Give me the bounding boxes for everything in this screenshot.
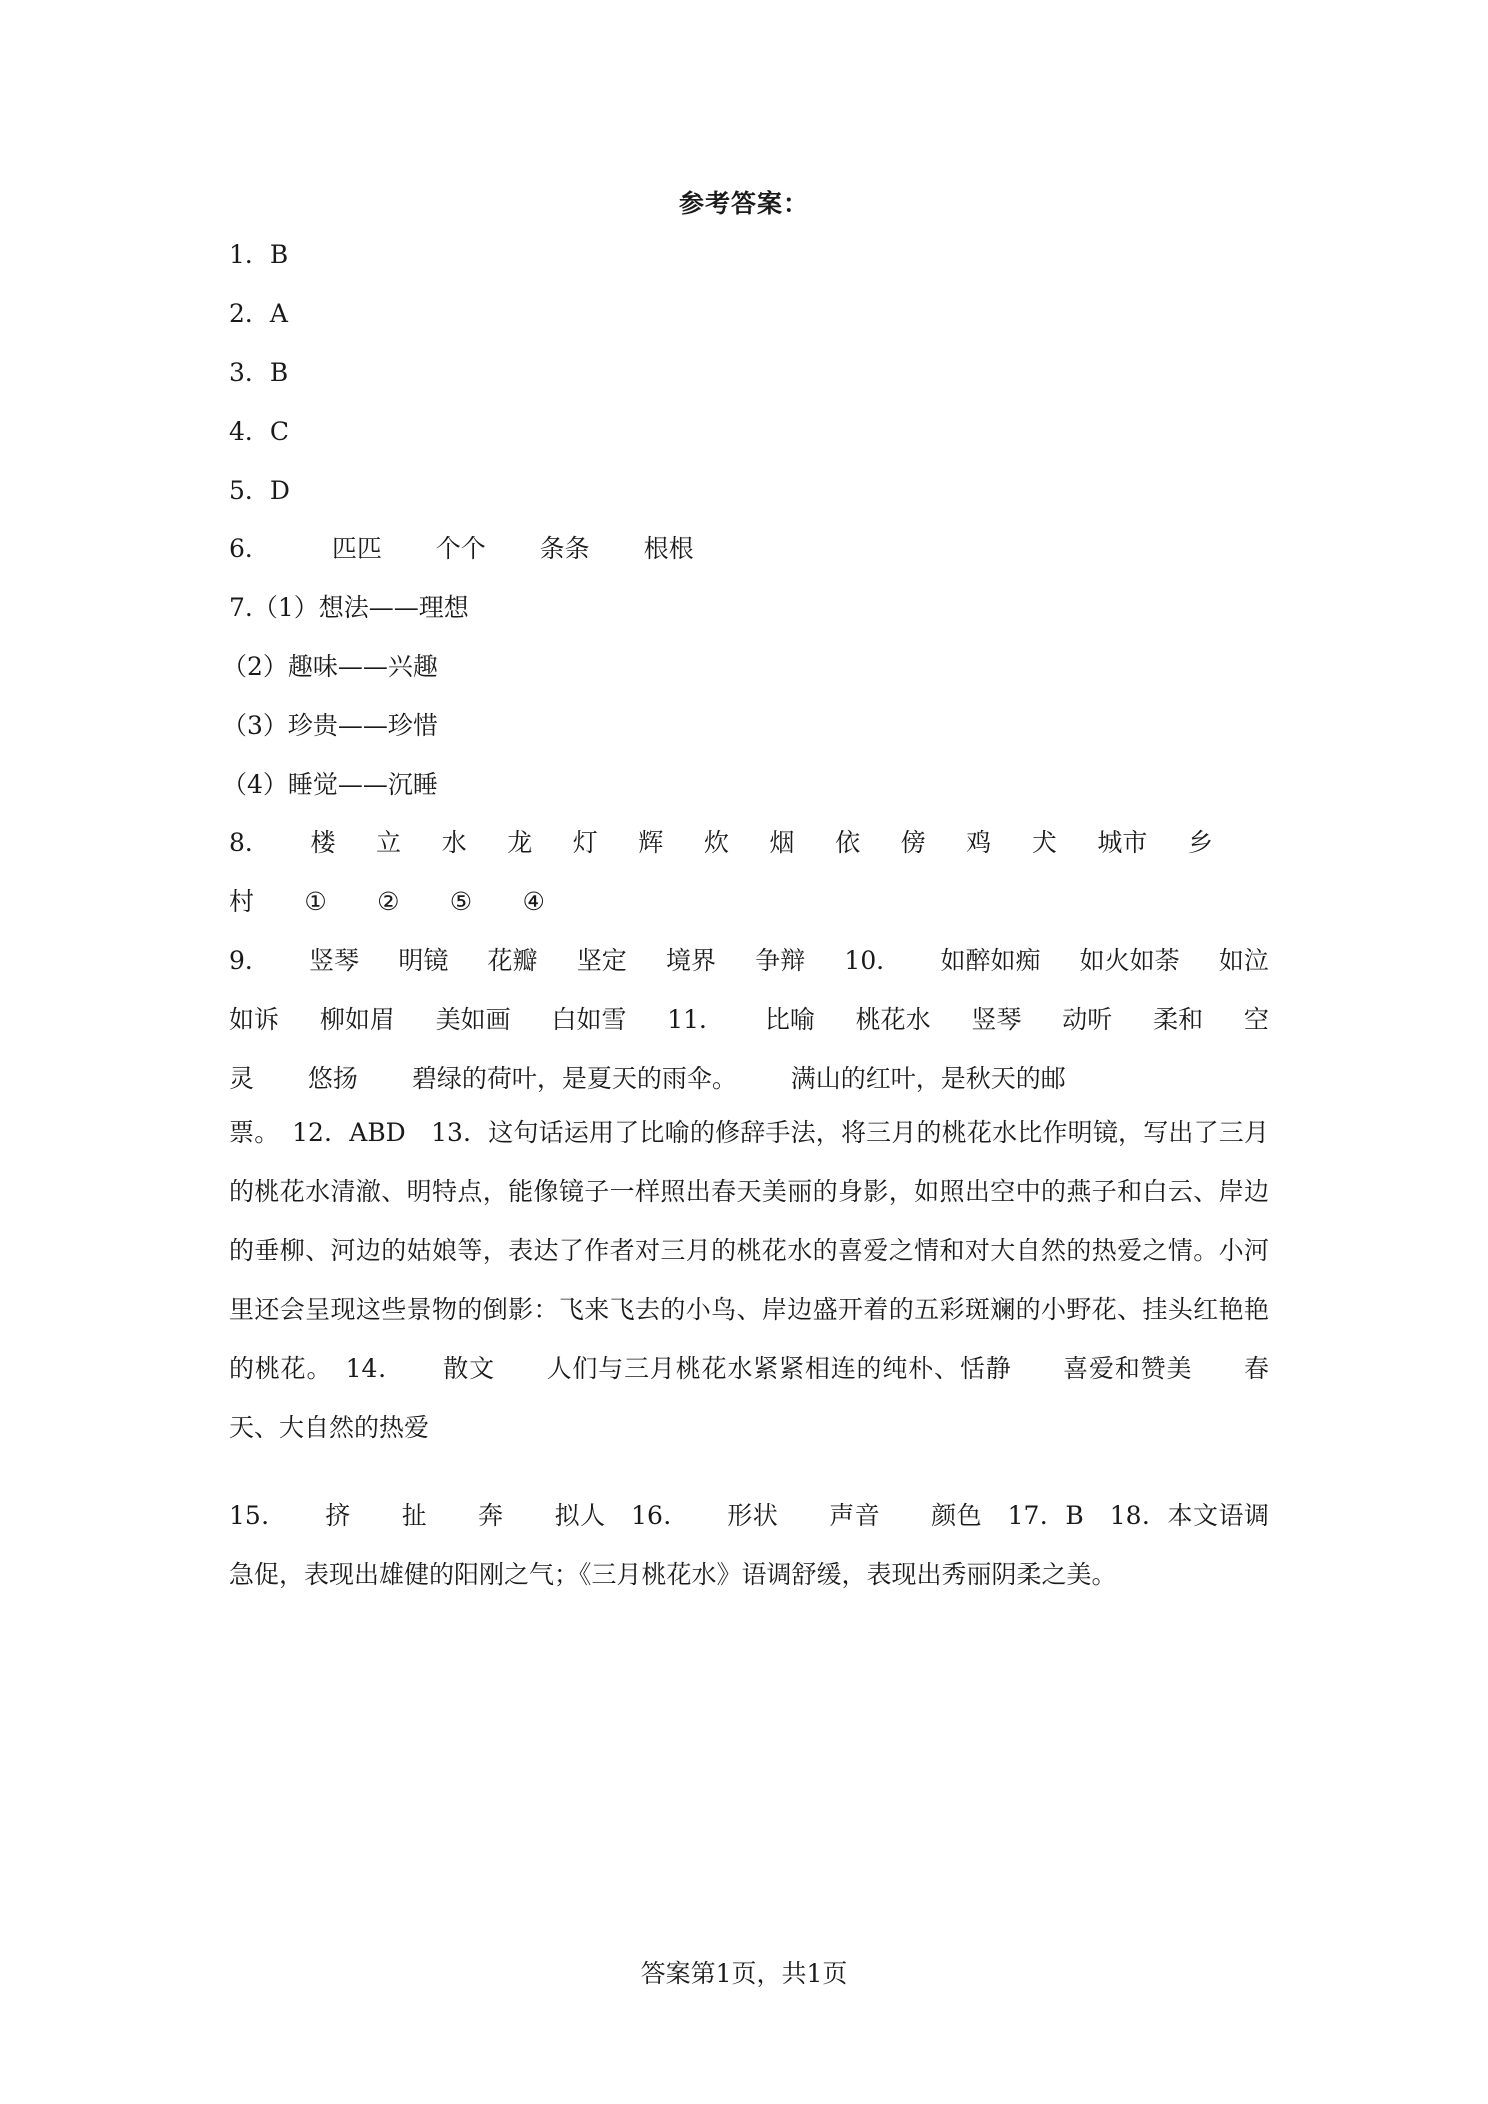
- answer-9-11-row: [229, 1003, 1269, 1037]
- answer-8-char: 鸡: [966, 828, 992, 857]
- answer-word: 明镜: [398, 946, 449, 975]
- answer-word: 柳如眉: [319, 1005, 395, 1034]
- answer-word: 桃花水: [855, 1005, 931, 1034]
- answer-8-char: 立: [376, 828, 402, 857]
- answer-word: 竖琴: [309, 946, 360, 975]
- answer-word: 如诉: [229, 1005, 280, 1034]
- answer-7-line: （4）睡觉——沉睡: [222, 770, 438, 799]
- answer-8-char: 水: [441, 828, 467, 857]
- answer-6-word: 个个: [435, 534, 486, 563]
- answer-word: 花瓣: [487, 946, 538, 975]
- answer-4: 4．C: [229, 417, 290, 446]
- answer-3: 3．B: [229, 358, 289, 387]
- answer-word: 境界: [665, 946, 716, 975]
- answer-8-char: 辉: [638, 828, 664, 857]
- answer-8-row: [229, 826, 1213, 860]
- answer-11-number: 11．: [667, 1005, 725, 1034]
- answer-8-char: 龙: [507, 828, 533, 857]
- answer-6-word: 匹匹: [331, 534, 382, 563]
- answer-1: 1．B: [229, 240, 289, 269]
- answer-8-char: 烟: [769, 828, 795, 857]
- answer-word: 争辩: [755, 946, 806, 975]
- answer-word: 柔和: [1153, 1005, 1204, 1034]
- answer-word: 白如雪: [551, 1005, 627, 1034]
- answer-7-line: （3）珍贵——珍惜: [222, 711, 438, 740]
- answer-8-row: [229, 885, 545, 919]
- answer-8-char: 楼: [310, 828, 336, 857]
- answer-15-18-paragraph: 15． 挤 扯 奔 拟人 16． 形状 声音 颜色 17．B 18．本文语调急促，表现出雄健的阳刚之气；《三月桃花水》语调舒缓，表现出秀丽阴柔之美。: [229, 1501, 1269, 1589]
- answer-8-char: 城市: [1097, 828, 1148, 857]
- answer-word: 空: [1243, 1005, 1269, 1034]
- answer-9-number: 9．: [229, 946, 270, 975]
- answer-12-14-paragraph: 票。 12．ABD 13．这句话运用了比喻的修辞手法，将三月的桃花水比作明镜，写出了三月的桃花水清澈、明特点，能像镜子一样照出春天美丽的身影，如照出空中的燕子和白云、岸边的垂柳、河边的姑娘等，表达了作者对三月的桃花水的喜爱之情和对大自然的热爱之情。小河里还会呈现这些景物的倒影：飞来飞去的小鸟、岸边盛开着的五彩斑斓的小野花、挂头红艳艳的桃花。 14． 散文 人们与三月桃花水紧紧相连的纯朴、恬静 喜爱和赞美 春天、大自然的热爱: [229, 1118, 1269, 1442]
- answer-sentence: 满山的红叶，是秋天的邮: [790, 1064, 1066, 1093]
- answer-8-order: ①: [304, 887, 327, 916]
- answer-9-11-row: [229, 1062, 1066, 1096]
- answer-6-word: 条条: [539, 534, 590, 563]
- answer-word: 竖琴: [971, 1005, 1022, 1034]
- answer-8-order: ②: [377, 887, 400, 916]
- answer-8-char: 依: [835, 828, 861, 857]
- answer-word: 比喻: [764, 1005, 815, 1034]
- answer-8-char: 犬: [1031, 828, 1057, 857]
- page-title: 参考答案：: [678, 189, 809, 218]
- answer-9-11-row: [229, 944, 1269, 978]
- answer-word: 悠扬: [307, 1064, 358, 1093]
- answer-5: 5．D: [229, 476, 290, 505]
- answer-sentence: 碧绿的荷叶，是夏天的雨伞。: [411, 1064, 737, 1093]
- answer-word: 动听: [1062, 1005, 1113, 1034]
- answer-8-char: 村: [229, 887, 255, 916]
- answer-6-word: 根根: [643, 534, 694, 563]
- answer-2: 2．A: [229, 299, 288, 328]
- answer-word: 如醉如痴: [940, 946, 1041, 975]
- answer-8-char: 灯: [572, 828, 598, 857]
- answer-7-line: （2）趣味——兴趣: [222, 652, 438, 681]
- answer-word: 如火如荼: [1079, 946, 1180, 975]
- answer-8-char: 乡: [1187, 828, 1213, 857]
- answer-10-number: 10．: [844, 946, 902, 975]
- answer-7-line: 7.（1）想法——理想: [229, 593, 469, 622]
- answer-word: 坚定: [576, 946, 627, 975]
- answer-word: 如泣: [1218, 946, 1269, 975]
- answer-8-order: ④: [522, 887, 545, 916]
- answer-8-char: 炊: [703, 828, 729, 857]
- answer-6-number: 6．: [229, 534, 270, 563]
- answer-word: 美如画: [435, 1005, 511, 1034]
- answer-word: 灵: [229, 1064, 255, 1093]
- answer-8-order: ⑤: [449, 887, 473, 916]
- page-footer: 答案第1页，共1页: [640, 1959, 848, 1988]
- answer-8-char: 傍: [900, 828, 926, 857]
- answer-6: [229, 532, 694, 566]
- answer-8-number: 8．: [229, 828, 270, 857]
